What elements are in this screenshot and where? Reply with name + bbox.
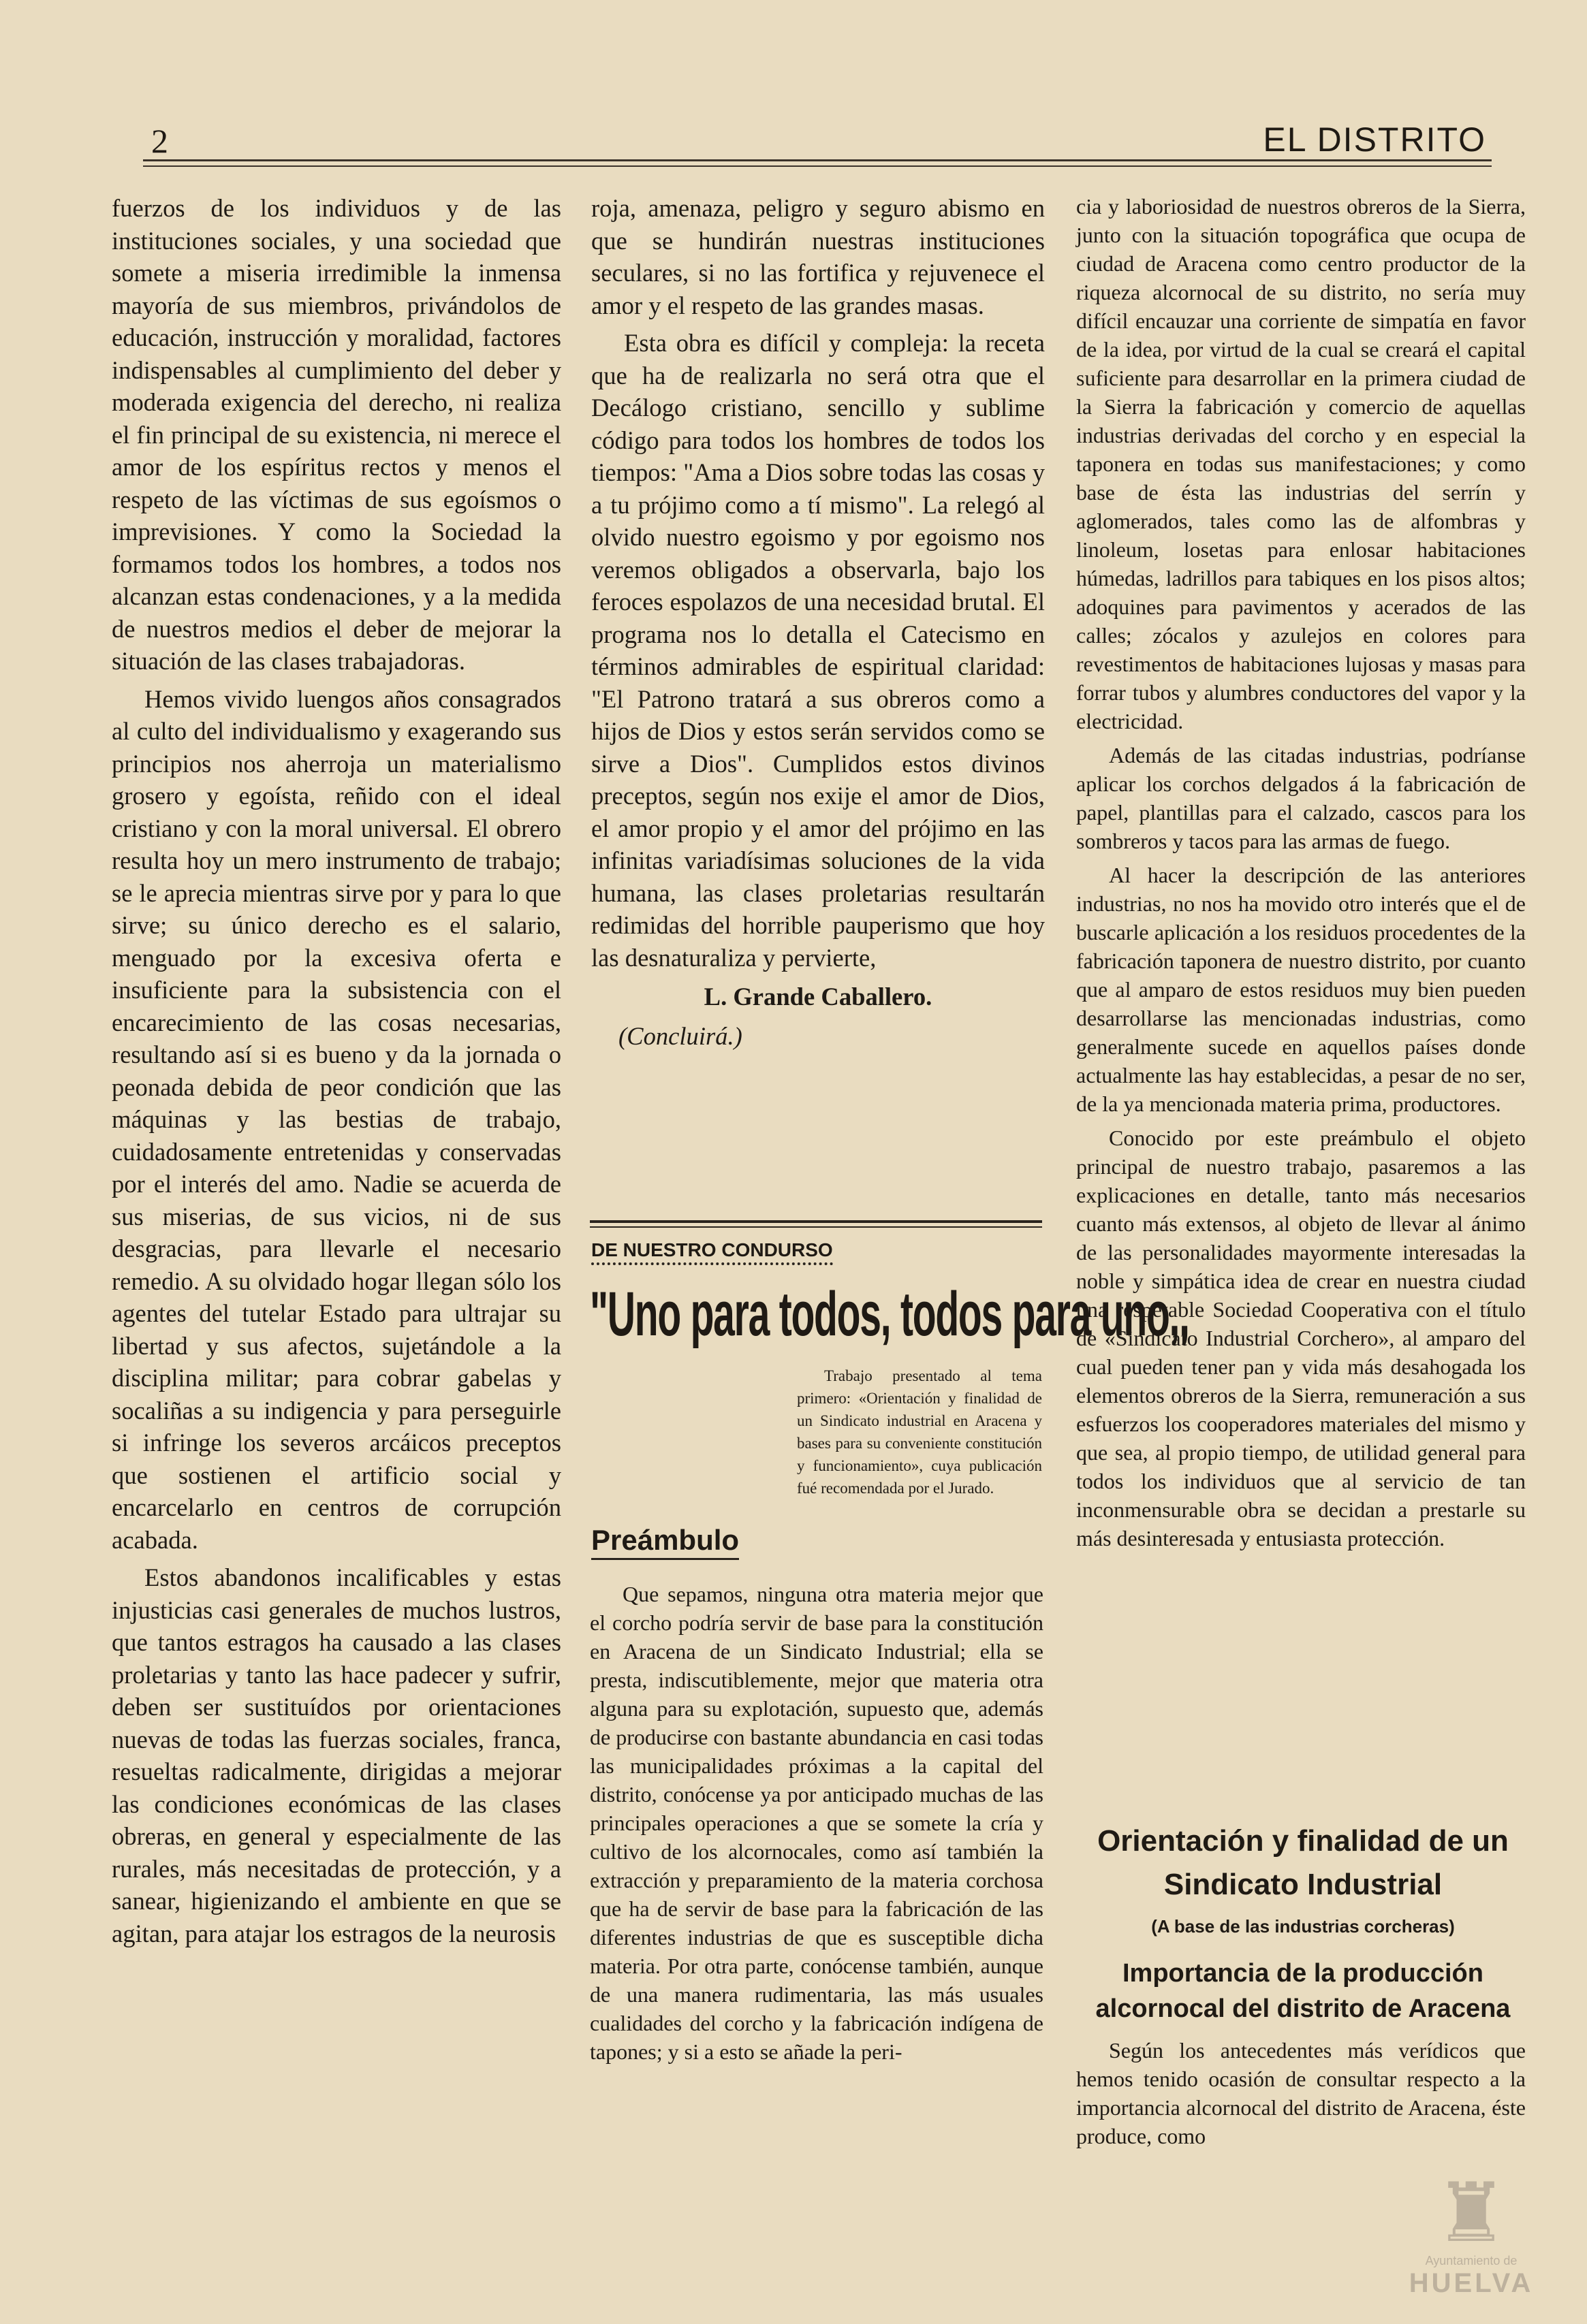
col3-paragraph-2: Además de las citadas industrias, podríanse aplicar los corchos delgados á la fabricación de papel, plantillas para el calzado, cascos para los sombreros y tacos para las armas de fuego.: [1076, 743, 1526, 853]
column-1: [112, 192, 561, 1949]
col1-paragraph-1: fuerzos de los individuos y de las instituciones sociales, y una sociedad que somete a miseria irredimible la inmensa mayoría de sus miembros, privándolos de educación, instrucción y moralidad, factores indispensables al cumplimiento del deber y moderada exigencia del derecho, ni realiza el fin principal de su existencia, ni merece el amor de los espíritus rectos y menos el respeto de las víctimas de sus egoísmos o imprevisiones. Y como la Sociedad la formamos todos los hombres, a todos nos alcanzan estas condenaciones, y a la medida de nuestros medios el deber de mejorar la situación de las clases trabajadoras.: [112, 194, 561, 675]
preamble-heading: Preámbulo: [591, 1524, 739, 1560]
col3-paragraph-3: Al hacer la descripción de las anteriores industrias, no nos ha movido otro interés que el de buscarle aplicación a los residuos procedentes de la fabricación taponera de nuestro distrito, por cuanto que al amparo de estos residuos muy bien pueden desarrollarse las mencionadas industrias, como generalmente sucede en aquellos países donde actualmente las hay establecidas, a pesar de no ser, de la ya mencionada materia prima, productores.: [1076, 863, 1526, 1116]
article-note: Trabajo presentado al tema primero: «Orientación y finalidad de un Sindicato industrial en Aracena y bases para su conveniente constitución y funcionamiento», cuya publicación fué recomendada por el Jurado.: [797, 1367, 1042, 1497]
col3-paragraph-4: Conocido por este preámbulo el objeto principal de nuestro trabajo, pasaremos a las explicaciones en detalle, tanto más necesarios cuanto más extensos, al objeto de llevar al ánimo de las personalidades mayormente interesadas la noble y simpática idea de crear en nuestra ciudad una respetable Sociedad Cooperativa con el título de «Sindicato Industrial Corchero», al amparo del cual pueden tener pan y vida más desahogada los elementos obreros de la Sierra, remuneración a sus esfuerzos los cooperadores materiales del mismo y que sea, al propio tiempo, de utilidad general para todos los individuos que al servicio de tan inconmensurable obra se decidan a prestarle su más desinteresada y entusiasta protección.: [1076, 1126, 1526, 1550]
col3-paragraph-5: Según los antecedentes más verídicos que hemos tenido ocasión de consultar respecto a la importancia alcornocal del distrito de Aracena, éste produce, como: [1076, 2038, 1526, 2148]
page-number: 2: [151, 122, 168, 160]
stamp-line-2: HUELVA: [1409, 2268, 1534, 2298]
author-signature: L. Grande Caballero.: [704, 983, 932, 1010]
archive-stamp: [1383, 2167, 1560, 2308]
subsection-title: Importancia de la producción alcornocal del distrito de Aracena: [1095, 1959, 1511, 2023]
header-rule: [143, 159, 1492, 167]
crest-icon: ♜: [1434, 2167, 1508, 2259]
col1-paragraph-3: Estos abandonos incalificables y estas injusticias casi generales de muchos lustros, que tantos estragos ha causado a las clases proletarias y tanto las hace padecer y sufrir, deben ser sustituídos por orientaciones nuevas de todas las fuerzas sociales, franca, resueltas radicalmente, dirigidas a mejorar las condiciones económicas de las clases obreras, en general y especialmente de las rurales, más necesitadas de protección, y a sanear, higienizando el ambiente en que se agitan, para atajar los estragos de la neurosis: [112, 1563, 561, 1947]
stamp-line-1: Ayuntamiento de: [1425, 2254, 1518, 2267]
column-2: [591, 192, 1045, 1052]
col2-paragraph-1: roja, amenaza, peligro y seguro abismo en que se hundirán nuestras instituciones seculares, si no las fortifica y rejuvenece el amor y el respeto de las grandes masas.: [591, 194, 1045, 319]
section-title: Orientación y finalidad de un Sindicato Industrial: [1097, 1824, 1509, 1901]
article-title: "Uno para todos, todos para uno,,: [590, 1279, 1189, 1349]
section-subtitle: (A base de las industrias corcheras): [1151, 1916, 1455, 1937]
newspaper-title: EL DISTRITO: [1263, 121, 1486, 159]
col3-paragraph-1: cia y laboriosidad de nuestros obreros de la Sierra, junto con la situación topográfica que ocupa de ciudad de Aracena como centro productor de la riqueza alcornocal de su distrito, no sería muy difícil encauzar una corriente de simpatía en favor de la idea, por virtud de la cual se creará el capital suficiente para desarrollar en la primera ciudad de la Sierra la fabricación y comercio de aquellas industrias derivadas del corcho y en especial la taponera en todas sus manifestaciones; y como base de ésta las industrias del serrín y aglomerados, tales como las de alfombras y linoleum, losetas para enlosar habitaciones húmedas, ladrillos para tabiques en los pisos altos; adoquines para pavimentos y acerados de las calles; zócalos y azulejos en colores para revestimentos de habitaciones lujosas y masas para forrar tubos y alumbres conductores del vapor y la electricidad.: [1076, 194, 1526, 733]
article-separator: [590, 1220, 1042, 1228]
section-heading: DE NUESTRO CONDURSO: [591, 1239, 833, 1265]
preamble-paragraph: Que sepamos, ninguna otra materia mejor que el corcho podría servir de base para la constitución en Aracena de un Sindicato Industrial; ella se presta, indiscutiblemente, mejor que materia otra alguna para su explotación, supuesto que, además de producirse con bastante abundancia en casi todas las municipalidades próximas a la capital del distrito, conócense ya por anticipado muchas de las principales operaciones a que se somete la cría y cultivo de los alcornocales, como así también la extracción y preparamiento de la materia corchosa que ha de servir de base para la fabricación de las diferentes industrias de que es susceptible dicha materia. Por otra parte, conócense también, aunque de una manera rudimentaria, las más usuales cualidades del corcho y la fabricación indígena de tapones; y si a esto se añade la peri-: [590, 1582, 1043, 2064]
continued-note: (Concluirá.): [618, 1021, 742, 1050]
col1-paragraph-2: Hemos vivido luengos años consagrados al culto del individualismo y exagerando sus principios nos aherroja un materialismo grosero y egoísta, reñido con el ideal cristiano y con la moral universal. El obrero resulta hoy un mero instrumento de trabajo; se le aprecia mientras sirve por y para lo que sirve; su único derecho es el salario, menguado por la excesiva oferta e insuficiente para la subsistencia con el encarecimiento de las cosas necesarias, resultando así si es bueno y da la jornada o peonada debida de peor condición que las máquinas y las bestias de trabajo, cuidadosamente entretenidas y conservadas por el interés del amo. Nadie se acuerda de sus miserias, de sus vicios, ni de sus desgracias, para llevarle el necesario remedio. A su olvidado hogar llegan sólo los agentes del tutelar Estado para ultrajar su libertad y sus afectos, sujetándole a la disciplina militar; para cobrar gabelas y socaliñas a su indigencia y para perseguirle si infringe los severos arcáicos preceptos que sostienen el artificio social y encarcelarlo en centros de corrupción acabada.: [112, 684, 561, 1554]
col2-paragraph-2: Esta obra es difícil y compleja: la receta que ha de realizarla no será otra que el Decálogo cristiano, sencillo y sublime código para todos los hombres de todos los tiempos: "Ama a Dios sobre todas las cosas y a tu prójimo como a tí mismo". La relegó al olvido nuestro egoismo y por egoismo nos veremos obligados a observarla, bajo los feroces espolazos de una necesidad brutal. El programa nos lo detalla el Catecismo en términos admirables de espiritual claridad: "El Patrono tratará a sus obreros como a hijos de Dios y estos serán servidos como se sirve a Dios". Cumplidos estos divinos preceptos, según nos exije el amor de Dios, el amor propio y el amor del prójimo en las infinitas variadísimas soluciones de la vida humana, las clases proletarias resultarán redimidas del horrible pauperismo que hoy las desnaturaliza y pervierte,: [591, 329, 1045, 972]
column-3: [1076, 192, 1526, 1553]
